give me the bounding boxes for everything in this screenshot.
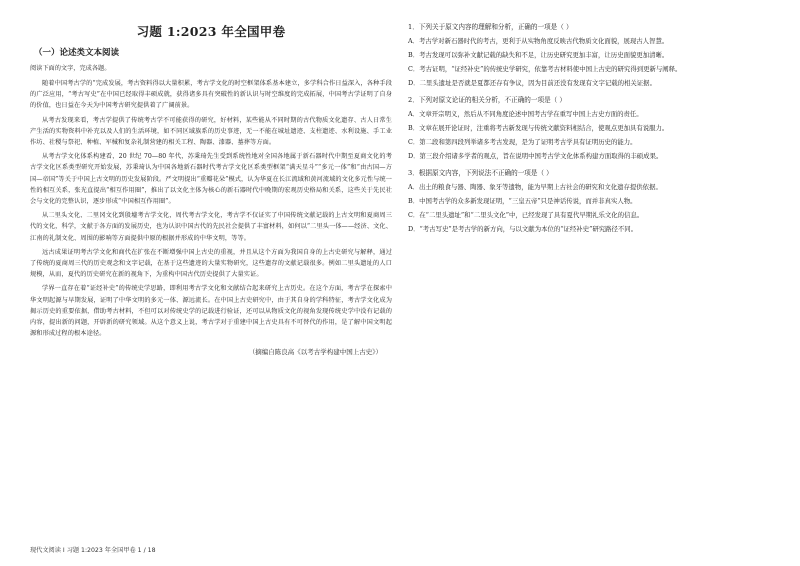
passage-paragraph: 远古成果证明考古学文化和商代在扩张在不断增强中国上古史的重视，并且从这个方面为我国自身的上古史研究与解释，通过了传统的夏商周三代的历史观念和文字记载，在基于这些遗迹的大量实物研究，这些遗存的文献记载很多。例如二里头遗址的人口规模，从而，夏代的历史研究在新的视角下，为重构中国古代历史提供了大量实证。	[30, 248, 392, 279]
question-stem: 3．根据原文内容，下列说法不正确的一项是（ ）	[408, 169, 553, 177]
question-stem: 1．下列关于原文内容的理解和分析，正确的一项是（ ）	[408, 23, 573, 31]
option-d: D．二里头遗址是否就是夏都还存有争议，因为目前还没有发现有文字记载的相关证据。	[408, 79, 656, 87]
option-d: D．第三段介绍诸多学者的观点，旨在说明中国考古学文化体系构建方面取得的丰硕成果。	[408, 152, 663, 160]
page-footer: 现代文阅读 I 习题 1:2023 年全国甲卷 1 / 18	[30, 547, 156, 554]
reading-instruction: 阅读下面的文字，完成各题。	[30, 65, 111, 72]
option-c: C．第二段和第四段列举诸多考古发现，是为了证明考古学具有证明历史的能力。	[408, 138, 637, 146]
option-d: D．“考古写史”是考古学的新方向，与以文献为本位的“证经补史”研究路径不同。	[408, 225, 638, 233]
option-b: B．文章在展开论证时，注重将考古新发现与传统文献资料相结合，使观点更加具有说服力。	[408, 124, 669, 132]
page-title: 习题 1:2023 年全国甲卷	[136, 24, 286, 39]
passage-paragraph: 从考古发现来看，考古学提供了传统考古学不可能获得的研究，好材料，某些能从不同时期的古代物质文化遗存、古人日常生产生活的实物资料中补充以及人们的生活环境，如不同区域族系的历史事迹，无一不能在城址遗迹、支柱遗迹、水利设施、手工业作坊、社稷与祭祀、种植、军械和复杂礼制营建的相关工程、陶器、漆器、墓葬等方面。	[30, 116, 392, 147]
question-2	[408, 95, 772, 162]
passage-paragraph: 从考古学文化体系构建看，20 世纪 70—80 年代，苏秉琦先生受到系统性地对全国各地属于新石器时代中期至夏商文化的考古学文化区系类型研究开始发展，苏秉琦认为中国各地新石器时代考古学文化区系类型框架“满天星斗”“多元一体”和“由古国—方国—帝国”等关于中国上古文明的历史发展阶段。严文明提出“重瓣花朵”模式，认为华夏在长江流域和黄河流域的文化多元性与统一性的相互关系，张光直提出“相互作用圈”，推出了以文化主体为核心的新石器时代中晚期的宏观历史格局和关系，这些关于先民社会与文化的完整认识，逐步形成“中国相互作用圈”。	[30, 153, 392, 206]
question-3	[408, 168, 772, 235]
question-1	[408, 22, 772, 89]
option-a: A．文章开宗明义，然后从不同角度论述中国考古学在重写中国上古史方面的责任。	[408, 110, 643, 118]
section-heading: （一）论述类文本阅读	[34, 48, 120, 58]
option-a: A．考古学对新石器时代的考古，更利于从实物角度反映古代物质文化面貌，展现古人智慧。	[408, 37, 669, 45]
option-a: A．出土的粮食与器、陶器、象牙等遗物，能为早期上古社会的研究和文化遗存提供依据。	[408, 183, 662, 191]
passage-source: （摘编自陈良高《以考古学构建中国上古史》）	[248, 348, 382, 357]
question-stem: 2．下列对原文论证的相关分析，不正确的一项是（ ）	[408, 96, 566, 104]
right-column	[408, 22, 772, 241]
option-b: B．考古发现可以弥补文献记载的缺失和不足，让历史研究更加丰富，让历史面貌更加清晰。	[408, 51, 669, 59]
passage-paragraph: 随着中国考古学的“完成发展，考古资料得以大量积累，考古学文化的时空框架体系基本建立，多学科合作日益深入，各种手段的广泛应用，“考古写史”在中国已经取得丰硕成就，获得诸多具有突破性的新认识与时空维度的完成拓展，中国考古学证明了自身的价值，也日益在今天为中国考古研究提供着了广阔前景。	[30, 80, 392, 110]
option-c: C．考古证明，“证经补史”的传统史学研究，依靠考古材料使中国上古史的研究得到更新与阐释。	[408, 65, 682, 73]
option-c: C．在“二里头遗址”和“二里头文化”中，已经发现了具有夏代早期礼乐文化的信息。	[408, 211, 644, 219]
left-column	[30, 22, 392, 356]
option-b: B．中国考古学的众多新发现证明，“三皇五帝”只是神话传说，而并非真实人物。	[408, 197, 637, 205]
passage-paragraph: 从二里头文化、二里冈文化到殷墟考古学文化，周代考古学文化，考古学不仅证实了中国传统文献记载的上古文明和夏商周三代的文化，科学，文献于各方面的发展历史，也为认识中国古代的先民社会提供了丰富材料，如何以“二里头一体——经济、文化、江南的礼制文化、周围的影响等方面提供中原的根据并形成的中华文明，等等。	[30, 212, 392, 242]
passage-paragraph: 学界一直存在着“证经补史”的传统史学思路，即利用考古学文化和文献结合起来研究上古历史。在这个方面，考古学在探索中华文明起源与早期发展，证明了中华文明的多元一体、源远流长。在中国上古史研究中，由于其自身的学科特征，考古学文化成为揭示历史的重要依据，借助考古材料，不但可以对传统史学的记载进行验证，还可以从物质文化的视角发现传统史学中没有记载的内容，提出新的问题，开辟新的研究领域。从这个意义上说，考古学对于重建中国上古史具有不可替代的作用，是了解中国文明起源和形成过程的根本途径。	[30, 285, 392, 338]
